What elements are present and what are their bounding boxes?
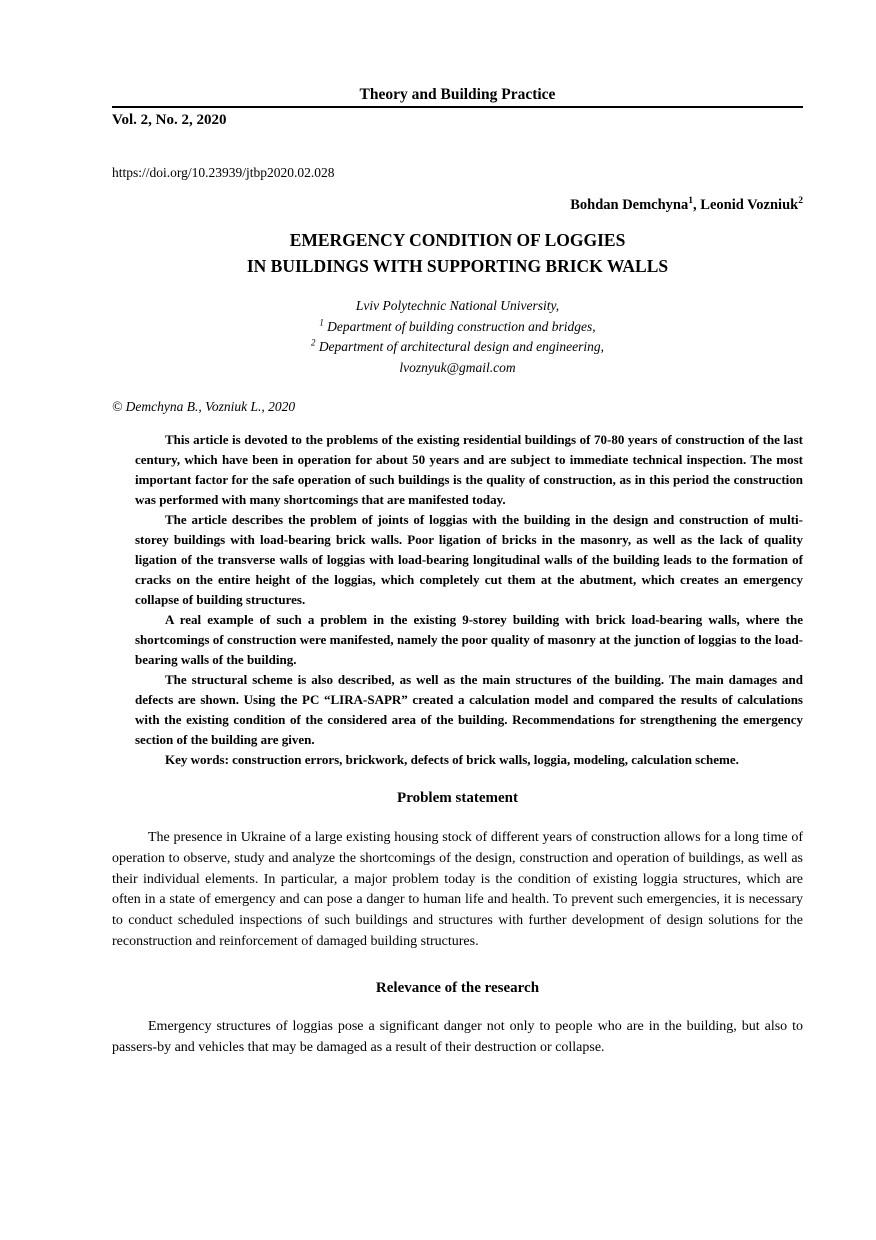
paper-title <box>112 227 803 279</box>
affiliation-dept-1 <box>112 317 803 338</box>
abstract-paragraph: The article describes the problem of joints of loggias with the building in the design and construction of multi-storey buildings with load-bearing brick walls. Poor ligation of bricks in the masonry, as well as the lack of quality ligation of the transverse walls of loggias with load-bearing longitudinal walls of the building leads to the formation of cracks on the entire height of the loggias, which completely cut them at the abutment, which creates an emergency collapse of building structures. <box>135 512 803 607</box>
affiliation-university: Lviv Polytechnic National University, <box>355 298 560 313</box>
contact-email[interactable]: lvoznyuk@gmail.com <box>399 359 516 375</box>
affiliation-block <box>112 296 803 378</box>
abstract-block <box>135 430 803 770</box>
author-2: Leonid Vozniuk <box>700 197 799 213</box>
authors-line <box>112 197 803 214</box>
journal-header <box>112 86 803 108</box>
doi-link[interactable]: https://doi.org/10.23939/jtbp2020.02.028 <box>112 165 335 180</box>
issue-line: Vol. 2, No. 2, 2020 <box>112 112 227 128</box>
author-1: Bohdan Demchyna <box>570 197 689 213</box>
section-paragraph-problem-statement: The presence in Ukraine of a large existing housing stock of different years of construction allows for a long time of operation to observe, study and analyze the shortcomings of the design, construction and operation of buildings, as well as their individual elements. In particular, a major problem today is the condition of existing loggia structures, which are often in a state of emergency and can pose a danger to human life and health. To prevent such emergencies, it is necessary to conduct scheduled inspections of such buildings and structures with further development of design solutions for the reconstruction and reinforcement of damaged building structures. <box>112 830 803 949</box>
affiliation-dept-1-text: Department of building construction and bridges, <box>323 318 596 334</box>
affiliation-dept-2-superscript: 2 <box>310 337 316 348</box>
abstract-paragraph: The structural scheme is also described, as well as the main structures of the building. The main damages and defects are shown. Using the PC “LIRA-SAPR” created a calculation model and compared the results of calculations with the existing condition of the considered area of the building. Recommendations for strengthening the emergency section of the building are given. <box>135 672 803 747</box>
abstract-paragraph: A real example of such a problem in the existing 9-storey building with brick load-bearing walls, where the shortcomings of construction were manifested, namely the poor quality of masonry at the junction of loggias to the load-bearing walls of the building. <box>135 612 803 667</box>
affiliation-dept-2 <box>112 337 803 358</box>
abstract-paragraph: This article is devoted to the problems of the existing residential buildings of 70-80 years of construction of the last century, which have been in operation for about 50 years and are subject to immediate technical inspection. The most important factor for the safe operation of such buildings is the quality of construction, as in this period the construction was performed with many shortcomings that are manifested today. <box>135 432 803 507</box>
paper-title-line-1: EMERGENCY CONDITION OF LOGGIES <box>289 230 626 250</box>
copyright-line: © Demchyna B., Vozniuk L., 2020 <box>112 399 296 414</box>
affiliation-dept-1-superscript: 1 <box>319 317 324 327</box>
author-separator: , <box>693 197 701 213</box>
section-heading-problem-statement: Problem statement <box>397 790 518 806</box>
author-2-superscript: 2 <box>798 195 803 207</box>
paper-title-line-2: IN BUILDINGS WITH SUPPORTING BRICK WALLS <box>246 256 669 276</box>
section-paragraph-relevance: Emergency structures of loggias pose a significant danger not only to people who are in the building, but also to passers-by and vehicles that may be damaged as a result of their destruction or collapse. <box>112 1018 803 1055</box>
affiliation-dept-2-text: Department of architectural design and engineering, <box>315 339 605 354</box>
author-1-superscript: 1 <box>688 195 694 207</box>
journal-title: Theory and Building Practice <box>359 86 556 103</box>
section-heading-relevance: Relevance of the research <box>375 979 540 996</box>
keywords-paragraph: Key words: construction errors, brickwork, defects of brick walls, loggia, modeling, calculation scheme. <box>165 752 739 767</box>
